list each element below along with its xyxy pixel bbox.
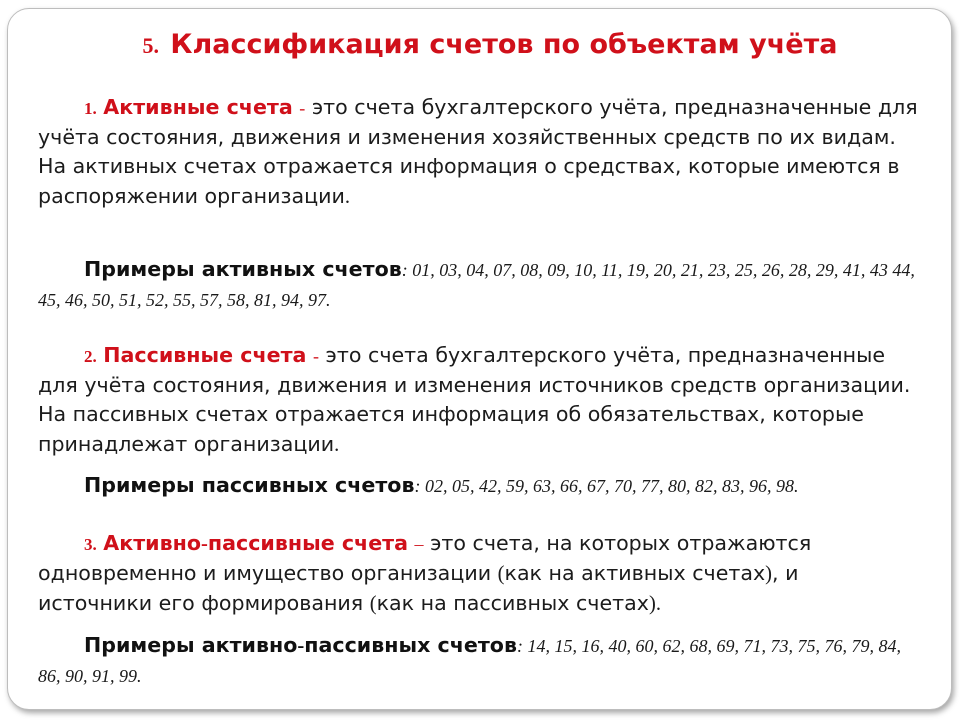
section-active-examples	[38, 255, 918, 315]
section-2-examples-codes: : 02, 05, 42, 59, 63, 66, 67, 70, 77, 80, 82, 83, 96, 98.	[414, 476, 799, 496]
section-passive-definition	[38, 341, 918, 460]
section-3-number: 3.	[84, 535, 97, 554]
section-1-line1: это счета бухгалтерского учёта,	[311, 95, 668, 119]
section-3-examples-label-part2: пассивных счетов	[304, 633, 517, 657]
section-3-examples-codes: : 14, 15, 16, 40, 60, 62, 68, 69, 71, 73, 75, 76, 79, 84, 86, 90, 91, 99.	[38, 636, 901, 686]
section-3-dash: –	[414, 534, 424, 554]
section-3-text-b: как на активных счетах	[504, 561, 766, 586]
section-3-text-a: это счета, на которых отражаются одновременно и имущество организации	[38, 531, 812, 586]
section-1-term: Активные счета	[103, 95, 293, 119]
title-text: Классификация счетов по объектам учёта	[170, 29, 838, 60]
section-3-examples-label-hyphen: -	[297, 635, 305, 657]
section-passive-examples	[38, 471, 918, 501]
section-1-body: предназначенные для учёта состояния, движения и изменения хозяйственных средств по их видам. На активных счетах отражается информация о средствах, которые имеются в распоряжении организации	[38, 95, 918, 208]
section-3-term-part1: Активно	[103, 531, 201, 555]
section-3-text-c: , и источники его формирования	[38, 561, 799, 616]
section-2-term: Пассивные счета	[103, 343, 307, 367]
section-3-paren-open-2: (	[369, 593, 377, 616]
section-active-definition	[38, 93, 918, 212]
section-3-term-hyphen: -	[201, 533, 208, 555]
section-1-end: .	[344, 185, 351, 208]
section-2-end: .	[334, 433, 340, 456]
section-3-examples-label-part1: Примеры активно	[84, 633, 298, 657]
section-2-dash: -	[313, 346, 319, 366]
section-2-number: 2.	[84, 347, 97, 366]
section-3-paren-close-2: )	[648, 593, 656, 616]
section-3-term-part2: пассивные счета	[207, 531, 408, 555]
section-1-number: 1.	[84, 99, 97, 118]
section-1-examples-codes: : 01, 03, 04, 07, 08, 09, 10, 11, 19, 20, 21, 23, 25, 26, 28, 29, 41, 43 44, 45, 46, 50, 51, 52, 55, 57, 58, 81, 94, 97.	[38, 260, 915, 310]
slide-title	[130, 28, 850, 63]
section-2-line1: это счета бухгалтерского учёта,	[325, 343, 682, 367]
section-1-dash: -	[299, 98, 306, 118]
section-active-passive-examples	[38, 631, 918, 691]
section-3-paren-close-1: )	[765, 563, 773, 586]
section-1-examples-label: Примеры активных счетов	[84, 257, 402, 281]
section-2-body: предназначенные для учёта состояния, движения и изменения источников средств организации. На пассивных счетах отражается информация об обязательствах, которые принадлежат организации	[38, 343, 911, 456]
section-3-paren-open-1: (	[497, 563, 505, 586]
section-active-passive-definition	[38, 529, 918, 620]
section-3-text-d: как на пассивных счетах	[376, 591, 649, 616]
title-number: 5.	[142, 33, 160, 58]
section-3-end: .	[655, 593, 661, 616]
section-2-examples-label: Примеры пассивных счетов	[84, 473, 415, 497]
